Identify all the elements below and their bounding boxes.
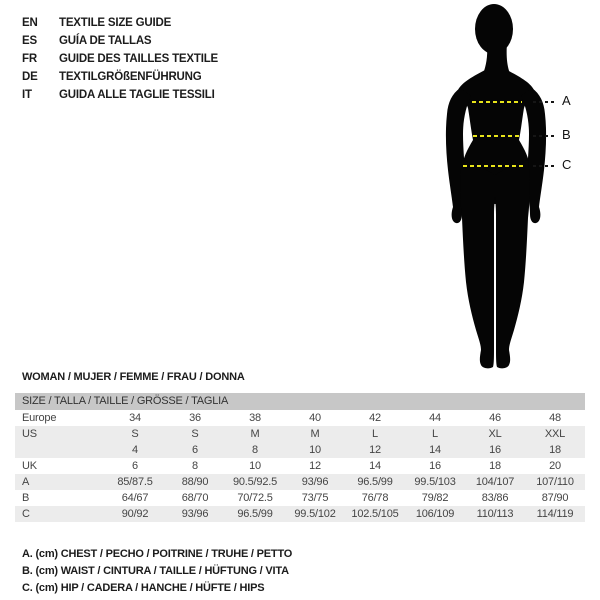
language-title-list (22, 14, 218, 104)
legend-line-chest: A. (cm) CHEST / PECHO / POITRINE / TRUHE / PETTO (22, 548, 293, 560)
size-cell: 99.5/103 (414, 476, 456, 488)
size-cell: 64/67 (121, 492, 149, 504)
waist-dash-line (473, 135, 521, 137)
size-cell: 44 (429, 412, 441, 424)
size-cell: 110/113 (476, 508, 514, 520)
size-cell: 14 (429, 444, 441, 456)
language-code: FR (22, 53, 37, 65)
size-cell: 104/107 (475, 476, 515, 488)
size-cell: 12 (369, 444, 381, 456)
size-cell: 83/86 (481, 492, 509, 504)
size-cell: M (310, 428, 320, 440)
size-cell: 76/78 (361, 492, 389, 504)
size-cell: 42 (369, 412, 381, 424)
table-row-c (15, 506, 585, 522)
language-row-fr (22, 50, 218, 68)
table-row-europe (15, 410, 585, 426)
language-code: IT (22, 89, 32, 101)
size-cell: 90/92 (121, 508, 149, 520)
size-cell: 10 (309, 444, 321, 456)
size-cell: 10 (249, 460, 261, 472)
size-cell: 107/110 (536, 476, 574, 488)
size-cell: 34 (129, 412, 141, 424)
measurement-marker-waist (0, 127, 600, 142)
row-label (15, 442, 105, 458)
table-row-b (15, 490, 585, 506)
marker-letter-a: A (562, 93, 571, 108)
size-cell: S (191, 428, 199, 440)
hip-dash-line (463, 165, 523, 167)
size-cell: L (372, 428, 378, 440)
size-cell: 68/70 (181, 492, 209, 504)
size-cell: 85/87.5 (117, 476, 153, 488)
language-guide-title: GUIDE DES TAILLES TEXTILE (59, 53, 218, 65)
size-cell: 79/82 (421, 492, 449, 504)
size-table-header: SIZE / TALLA / TAILLE / GRÖSSE / TAGLIA (15, 393, 585, 410)
size-cell: 114/119 (536, 508, 574, 520)
size-cell: 18 (489, 460, 501, 472)
row-label: A (22, 476, 30, 488)
size-cell: 96.5/99 (357, 476, 393, 488)
language-guide-title: GUÍA DE TALLAS (59, 35, 152, 47)
size-cell: 40 (309, 412, 321, 424)
size-cell: 8 (192, 460, 198, 472)
size-cell: 102.5/105 (351, 508, 399, 520)
size-cell: 4 (132, 444, 138, 456)
size-cell: 96.5/99 (237, 508, 273, 520)
language-row-de (22, 68, 218, 86)
size-cell: L (432, 428, 438, 440)
size-cell: 90.5/92.5 (232, 476, 278, 488)
size-cell: 99.5/102 (294, 508, 336, 520)
table-row-us (15, 426, 585, 442)
legend-line-waist: B. (cm) WAIST / CINTURA / TAILLE / HÜFTUNG / VITA (22, 565, 289, 577)
size-cell: S (131, 428, 139, 440)
size-cell: 12 (309, 460, 321, 472)
language-row-es (22, 32, 218, 50)
table-row-uk (15, 458, 585, 474)
language-row-en (22, 14, 218, 32)
chest-dash-line (472, 101, 522, 103)
size-cell: 18 (549, 444, 561, 456)
language-code: DE (22, 71, 38, 83)
size-cell: 73/75 (301, 492, 329, 504)
row-label: C (22, 508, 30, 520)
size-cell: 6 (132, 460, 138, 472)
chest-leader-line (533, 101, 557, 103)
language-guide-title: GUIDA ALLE TAGLIE TESSILI (59, 89, 215, 101)
size-cell: 48 (549, 412, 561, 424)
waist-leader-line (533, 135, 556, 137)
measurement-legend (22, 546, 292, 597)
size-cell: 6 (192, 444, 198, 456)
size-cell: 38 (249, 412, 261, 424)
marker-letter-b: B (562, 127, 571, 142)
language-code: ES (22, 35, 37, 47)
legend-line-hip: C. (cm) HIP / CADERA / HANCHE / HÜFTE / HIPS (22, 582, 265, 594)
row-label: UK (22, 460, 37, 472)
table-row-a (15, 474, 585, 490)
silhouette-shapes (446, 4, 546, 368)
size-cell: 93/96 (181, 508, 209, 520)
language-code: EN (22, 17, 38, 29)
size-cell: 70/72.5 (237, 492, 273, 504)
row-label: B (22, 492, 30, 504)
hip-leader-line (533, 165, 556, 167)
size-cell: 8 (252, 444, 258, 456)
marker-letter-c: C (562, 157, 572, 172)
table-row-us-numeric (15, 442, 585, 458)
size-cell: 106/109 (415, 508, 455, 520)
size-cell: XL (488, 428, 502, 440)
size-cell: 46 (489, 412, 501, 424)
size-cell: 36 (189, 412, 201, 424)
size-cell: 88/90 (181, 476, 209, 488)
size-cell: 16 (489, 444, 501, 456)
size-cell: 16 (429, 460, 441, 472)
size-cell: 87/90 (541, 492, 569, 504)
size-table (15, 393, 585, 522)
size-cell: 93/96 (301, 476, 329, 488)
size-table-body (15, 410, 585, 522)
language-guide-title: TEXTILGRÖßENFÜHRUNG (59, 71, 202, 83)
woman-silhouette (430, 0, 600, 372)
size-cell: 20 (549, 460, 561, 472)
size-cell: 14 (369, 460, 381, 472)
section-title: WOMAN / MUJER / FEMME / FRAU / DONNA (22, 371, 245, 383)
language-guide-title: TEXTILE SIZE GUIDE (59, 17, 172, 29)
size-cell: M (250, 428, 260, 440)
measurement-marker-hip (0, 157, 600, 172)
size-cell: XXL (544, 428, 566, 440)
row-label: Europe (22, 412, 57, 424)
row-label: US (22, 428, 37, 440)
